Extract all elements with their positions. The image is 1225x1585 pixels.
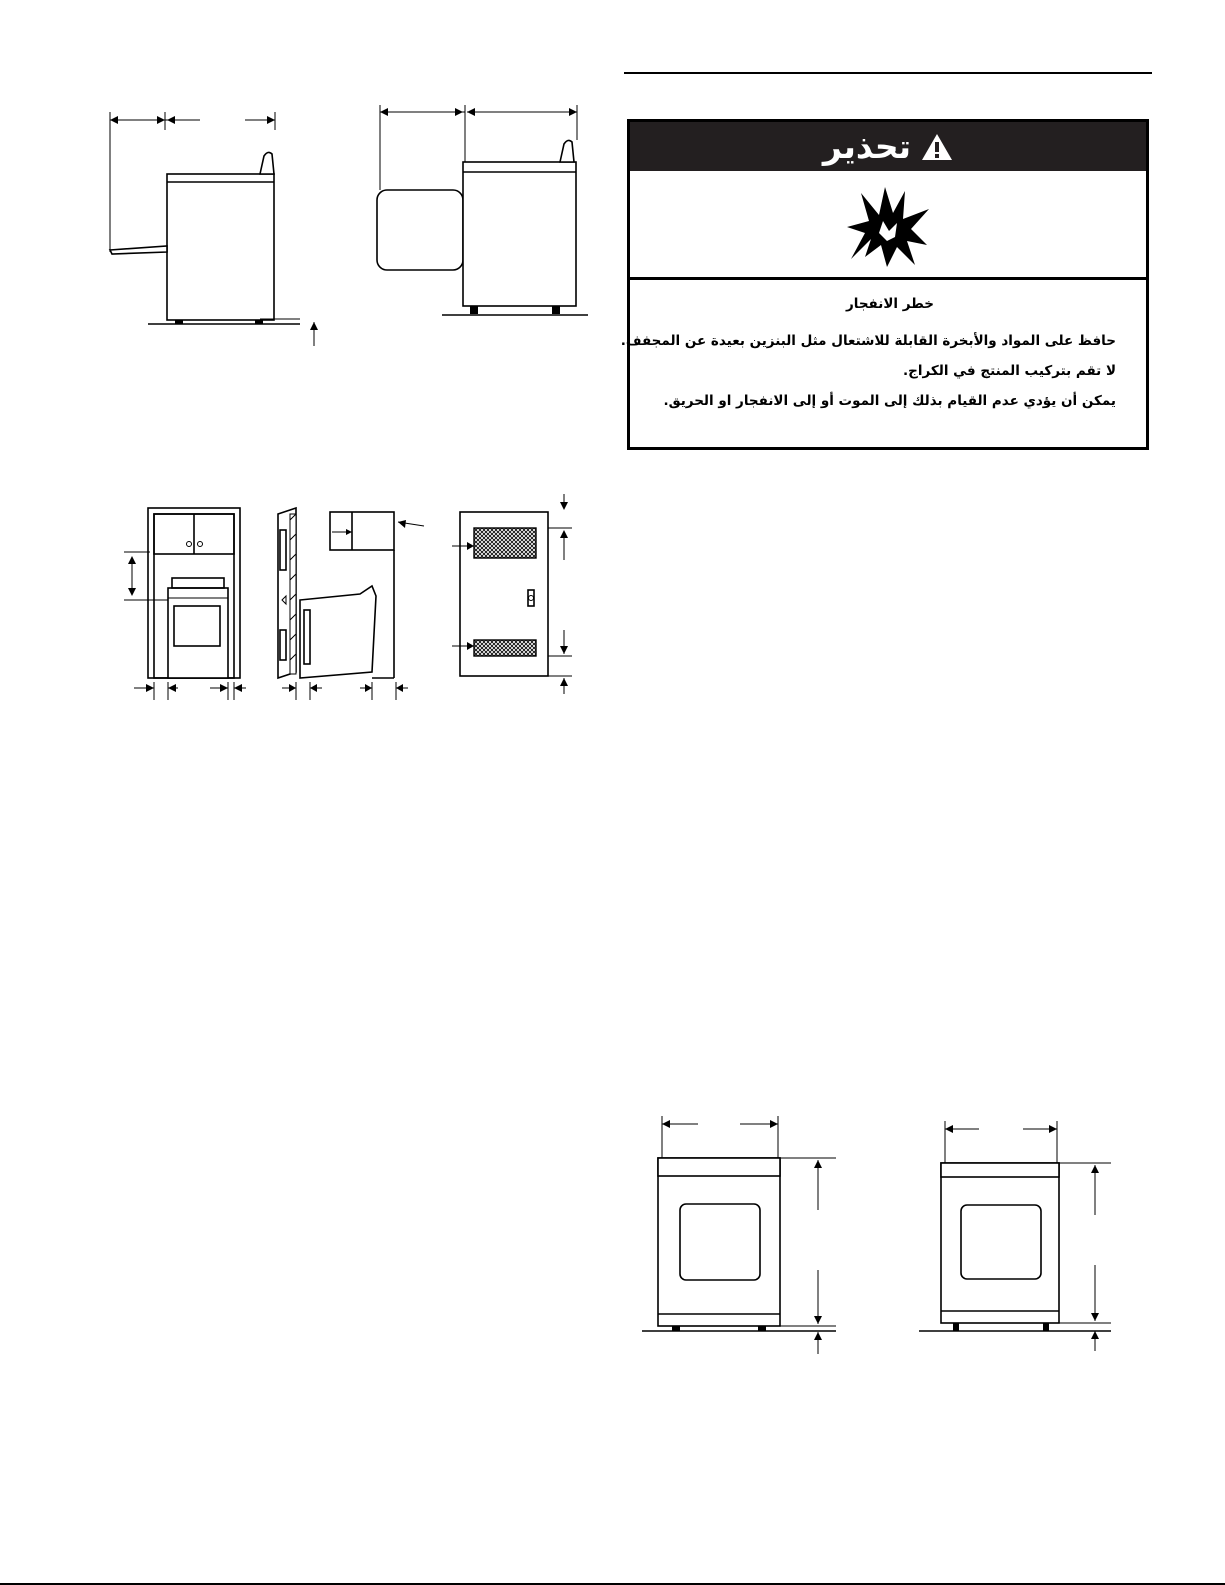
warning-line: حافظ على المواد والأبخرة القابلة للاشتعال مثل البنزين بعيدة عن المجفف. [620, 333, 1116, 349]
warning-title: تحذير [822, 127, 912, 166]
dryer-front-dimensions-a-figure [640, 1110, 840, 1380]
warning-text [620, 280, 1146, 447]
warning-triangle-icon [921, 133, 953, 161]
hazard-name: خطر الانفجار [845, 296, 934, 312]
top-rule [624, 72, 1152, 74]
dryer-front-dimensions-b-figure [915, 1115, 1115, 1375]
dryer-side-view-door-open-figure [100, 100, 340, 360]
warning-line: يمكن أن يؤدي عدم القيام بذلك إلى الموت أو إلى الانفجار او الحريق. [663, 393, 1116, 409]
dryer-side-view-with-basket-figure [370, 100, 600, 330]
warning-header [630, 122, 1146, 171]
warning-line: لا تقم بتركيب المنتج في الكراج. [903, 363, 1116, 379]
dryer-in-closet-front-figure [120, 500, 260, 710]
explosion-icon [843, 183, 933, 267]
explosion-hazard-warning [620, 119, 1149, 450]
warning-symbol-area [630, 171, 1146, 280]
closet-door-vents-figure [448, 490, 608, 705]
dryer-in-closet-side-figure [268, 500, 438, 710]
